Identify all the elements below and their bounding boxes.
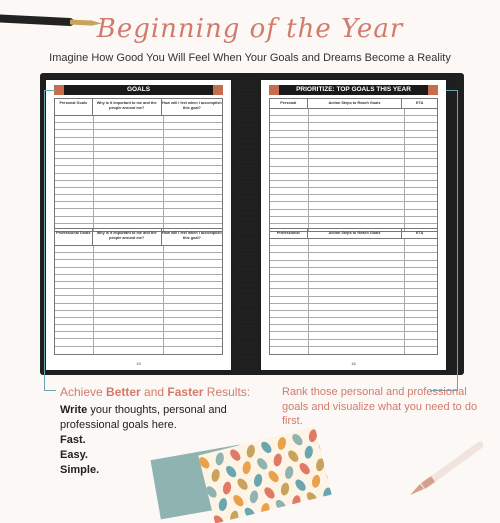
- spiral-coil: [233, 197, 261, 203]
- leaf-shape: [228, 448, 242, 463]
- leaf-shape: [324, 470, 331, 485]
- spiral-coil: [233, 239, 261, 245]
- column-header: Why is it important to me and the people around me?: [93, 99, 162, 115]
- fast-text: Fast.: [60, 434, 86, 446]
- leaf-shape: [262, 485, 276, 500]
- spiral-coil: [233, 249, 261, 255]
- prioritize-header: [269, 85, 438, 95]
- prioritize-header-text: PRIORITIZE: TOP GOALS THIS YEAR: [296, 86, 411, 93]
- column-header: Professional Goals: [55, 229, 93, 245]
- column-header: ETA: [416, 231, 424, 235]
- leaf-shape: [255, 456, 269, 471]
- column-header: Personal Goals: [55, 99, 93, 115]
- spiral-coil: [233, 136, 261, 142]
- leaf-shape: [308, 429, 318, 443]
- spiral-coil: [233, 187, 261, 193]
- spiral-coil: [233, 269, 261, 275]
- connector-line: [44, 390, 56, 391]
- leaf-shape: [305, 490, 319, 505]
- page-number: 16: [351, 361, 356, 366]
- leaf-shape: [215, 452, 225, 466]
- connector-line: [44, 90, 45, 390]
- page-number: 15: [136, 361, 141, 366]
- leaf-shape: [286, 449, 300, 464]
- leaf-shape: [274, 498, 288, 513]
- spiral-coil: [233, 280, 261, 286]
- spiral-binding: [233, 84, 261, 364]
- leaf-shape: [317, 441, 331, 456]
- leaf-shape: [291, 495, 301, 509]
- write-bold: Write: [60, 404, 88, 416]
- spiral-coil: [233, 94, 261, 100]
- leaf-shape: [249, 490, 259, 504]
- spiral-coil: [233, 259, 261, 265]
- spiral-coil: [233, 177, 261, 183]
- column-header: ETA: [416, 101, 424, 105]
- leaf-shape: [235, 477, 249, 492]
- column-header: Why is it important to me and the people around me?: [93, 229, 162, 245]
- spiral-coil: [233, 115, 261, 121]
- leaf-shape: [304, 445, 314, 459]
- right-page: [261, 80, 446, 370]
- spiral-coil: [233, 156, 261, 162]
- leaf-shape: [253, 473, 263, 487]
- leaf-shape: [224, 464, 238, 479]
- leaf-shape: [229, 510, 239, 523]
- connector-line: [446, 90, 458, 91]
- column-header: How will I feel when I accomplish this goal?: [162, 231, 222, 240]
- page-title: Beginning of the Year: [96, 14, 404, 44]
- leaf-shape: [322, 487, 331, 501]
- table-rows: [270, 109, 437, 231]
- column-header: Action Steps to Reach Goals: [308, 229, 403, 238]
- leaf-shape: [243, 506, 257, 521]
- leaf-shape: [266, 469, 280, 484]
- spiral-coil: [233, 352, 261, 358]
- spiral-coil: [233, 208, 261, 214]
- leaf-shape: [311, 474, 321, 488]
- easy-text: Easy.: [60, 449, 88, 461]
- spiral-coil: [233, 331, 261, 337]
- leaf-shape: [315, 458, 325, 472]
- table-rows: [270, 239, 437, 354]
- leaf-shape: [231, 493, 245, 508]
- professional-goals-table: [54, 228, 223, 355]
- leaf-shape: [293, 478, 307, 493]
- leaf-shape: [210, 468, 220, 482]
- professional-priorities-table: [269, 228, 438, 355]
- leaf-shape: [273, 453, 283, 467]
- spiral-coil: [233, 342, 261, 348]
- table-rows: [55, 246, 222, 354]
- benefits-heading: Achieve Better and Faster Results:: [60, 385, 251, 399]
- spiral-coil: [233, 311, 261, 317]
- column-header: Personal: [270, 99, 308, 108]
- header-accent: [213, 85, 223, 95]
- personal-priorities-table: [269, 98, 438, 232]
- leaf-shape: [290, 432, 304, 447]
- leaf-shape: [246, 444, 256, 458]
- connector-line: [44, 90, 56, 91]
- goals-header-text: GOALS: [126, 86, 151, 93]
- leaf-shape: [297, 461, 311, 476]
- header-accent: [428, 85, 438, 95]
- column-header: Professional: [270, 229, 308, 238]
- simple-text: Simple.: [60, 464, 100, 476]
- leaf-shape: [284, 465, 294, 479]
- table-rows: [55, 116, 222, 231]
- spiral-coil: [233, 218, 261, 224]
- leaf-shape: [242, 461, 252, 475]
- leaf-shape: [280, 482, 290, 496]
- leaf-shape: [259, 440, 273, 455]
- leaf-shape: [260, 502, 270, 516]
- subtitle: Imagine How Good You Will Feel When Your Goals and Dreams Become a Reality: [49, 52, 451, 64]
- rank-goals-text: Rank those personal and professional goals and visualize what you need to do first.: [282, 386, 478, 427]
- leaf-shape: [222, 481, 232, 495]
- spiral-coil: [233, 290, 261, 296]
- leaf-shape: [212, 513, 226, 523]
- spiral-coil: [233, 146, 261, 152]
- column-header: Action Steps to Reach Goals: [308, 99, 403, 108]
- header-accent: [269, 85, 279, 95]
- personal-goals-table: [54, 98, 223, 232]
- spiral-coil: [233, 125, 261, 131]
- leaf-shape: [277, 436, 287, 450]
- write-text: your thoughts, personal and professional goals here.: [60, 404, 227, 431]
- left-page: [46, 80, 231, 370]
- column-header: How will I feel when I accomplish this goal?: [162, 101, 222, 110]
- rose-gold-pen-image: [405, 440, 485, 500]
- connector-line: [457, 90, 458, 390]
- spiral-coil: [233, 105, 261, 111]
- goals-header: [54, 85, 223, 95]
- spiral-coil: [233, 228, 261, 234]
- spiral-coil: [233, 84, 261, 90]
- spiral-coil: [233, 321, 261, 327]
- spiral-coil: [233, 300, 261, 306]
- spiral-coil: [233, 166, 261, 172]
